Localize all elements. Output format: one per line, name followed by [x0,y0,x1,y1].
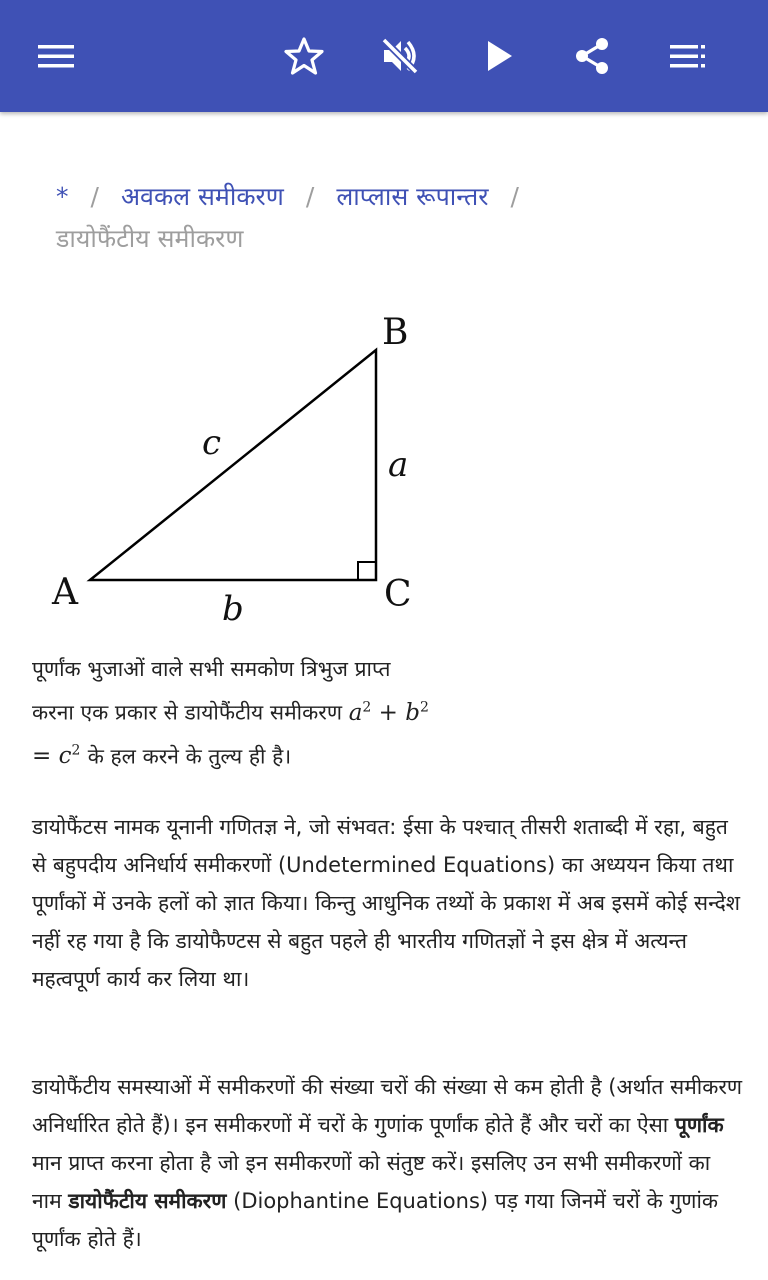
breadcrumb-home-link[interactable]: * [56,182,69,211]
table-of-contents-button[interactable] [656,24,720,88]
bold-term-integer: पूर्णांक [674,1113,724,1137]
vertex-c-label: C [384,574,412,615]
breadcrumb-link-laplace-transform[interactable]: लाप्लास रूपान्तर [336,182,489,211]
breadcrumb-link-differential-equations[interactable]: अवकल समीकरण [120,182,284,211]
breadcrumb-separator: / [305,182,315,211]
breadcrumb-separator: / [510,182,519,211]
vertex-a-label: A [52,572,78,613]
breadcrumb-current-page: डायोफैंटीय समीकरण [56,224,244,253]
side-c-label: c [202,423,222,463]
favorite-button[interactable] [272,24,336,88]
eq-exponent: 2 [419,699,429,715]
caption-text-before: पूर्णांक भुजाओं वाले सभी समकोण त्रिभुज प्राप्त करना एक प्रकार से डायोफैंटीय समीकरण [32,657,391,725]
menu-button[interactable] [24,24,88,88]
bold-term-diophantine-equation: डायोफैंटीय समीकरण [68,1189,227,1213]
paragraph-2-text: मान प्राप्त करना होता है जो इन समीकरणों को संतुष्ट करें। इसलिए उन सभी समीकरणों का नाम [32,1151,711,1213]
right-triangle-diagram [40,300,440,640]
breadcrumb-separator: / [90,182,99,211]
eq-exponent: 2 [71,742,81,759]
eq-var-c: c [58,743,72,770]
eq-equals: = [32,743,52,770]
play-icon [478,36,518,76]
vertex-b-label: B [382,312,409,353]
paragraph-2-text: डायोफैंटीय समस्याओं में समीकरणों की संख्या चरों की संख्या से कम होती है (अर्थात समीकरण अनिर्धारित होते हैं)। इन समीकरणों में चरों के गुणांक पूर्णांक होते हैं और चरों का ऐसा [32,1075,743,1137]
list-icon [668,36,708,76]
article-paragraph-2 [32,1068,744,1258]
figure-caption [32,650,432,775]
share-icon [572,36,612,76]
caption-text-after: के हल करने के तुल्य ही है। [87,744,292,769]
share-button[interactable] [560,24,624,88]
right-triangle-figure[interactable] [40,300,440,640]
eq-plus: + [378,699,398,726]
eq-var-b: b [405,699,420,726]
breadcrumb [56,176,736,260]
mute-button[interactable] [368,24,432,88]
app-toolbar [0,0,768,112]
side-b-label: b [222,589,244,629]
star-outline-icon [284,36,324,76]
paragraph-2-text: (Diophantine Equations) पड़ गया जिनमें चरों के गुणांक पूर्णांक होते हैं। [32,1189,719,1251]
play-button[interactable] [466,24,530,88]
eq-exponent: 2 [362,699,372,715]
side-a-label: a [388,445,409,485]
eq-var-a: a [348,699,363,726]
article-paragraph-1: डायोफैंटस नामक यूनानी गणितज्ञ ने, जो संभवत: ईसा के पश्चात् तीसरी शताब्दी में रहा, बहुत से बहुपदीय अनिर्धार्य समीकरणों (Undetermined Equations) का अध्ययन किया तथा पूर्णांकों में उनके हलों को ज्ञात किया। किन्तु आधुनिक तथ्यों के प्रकाश में अब इसमें कोई सन्देश नहीं रह गया है कि डायोफैण्टस से बहुत पहले ही भारतीय गणितज्ञों ने इस क्षेत्र में अत्यन्त महत्वपूर्ण कार्य कर लिया था। [32,815,741,991]
hamburger-menu-icon [36,36,76,76]
volume-off-icon [380,36,420,76]
